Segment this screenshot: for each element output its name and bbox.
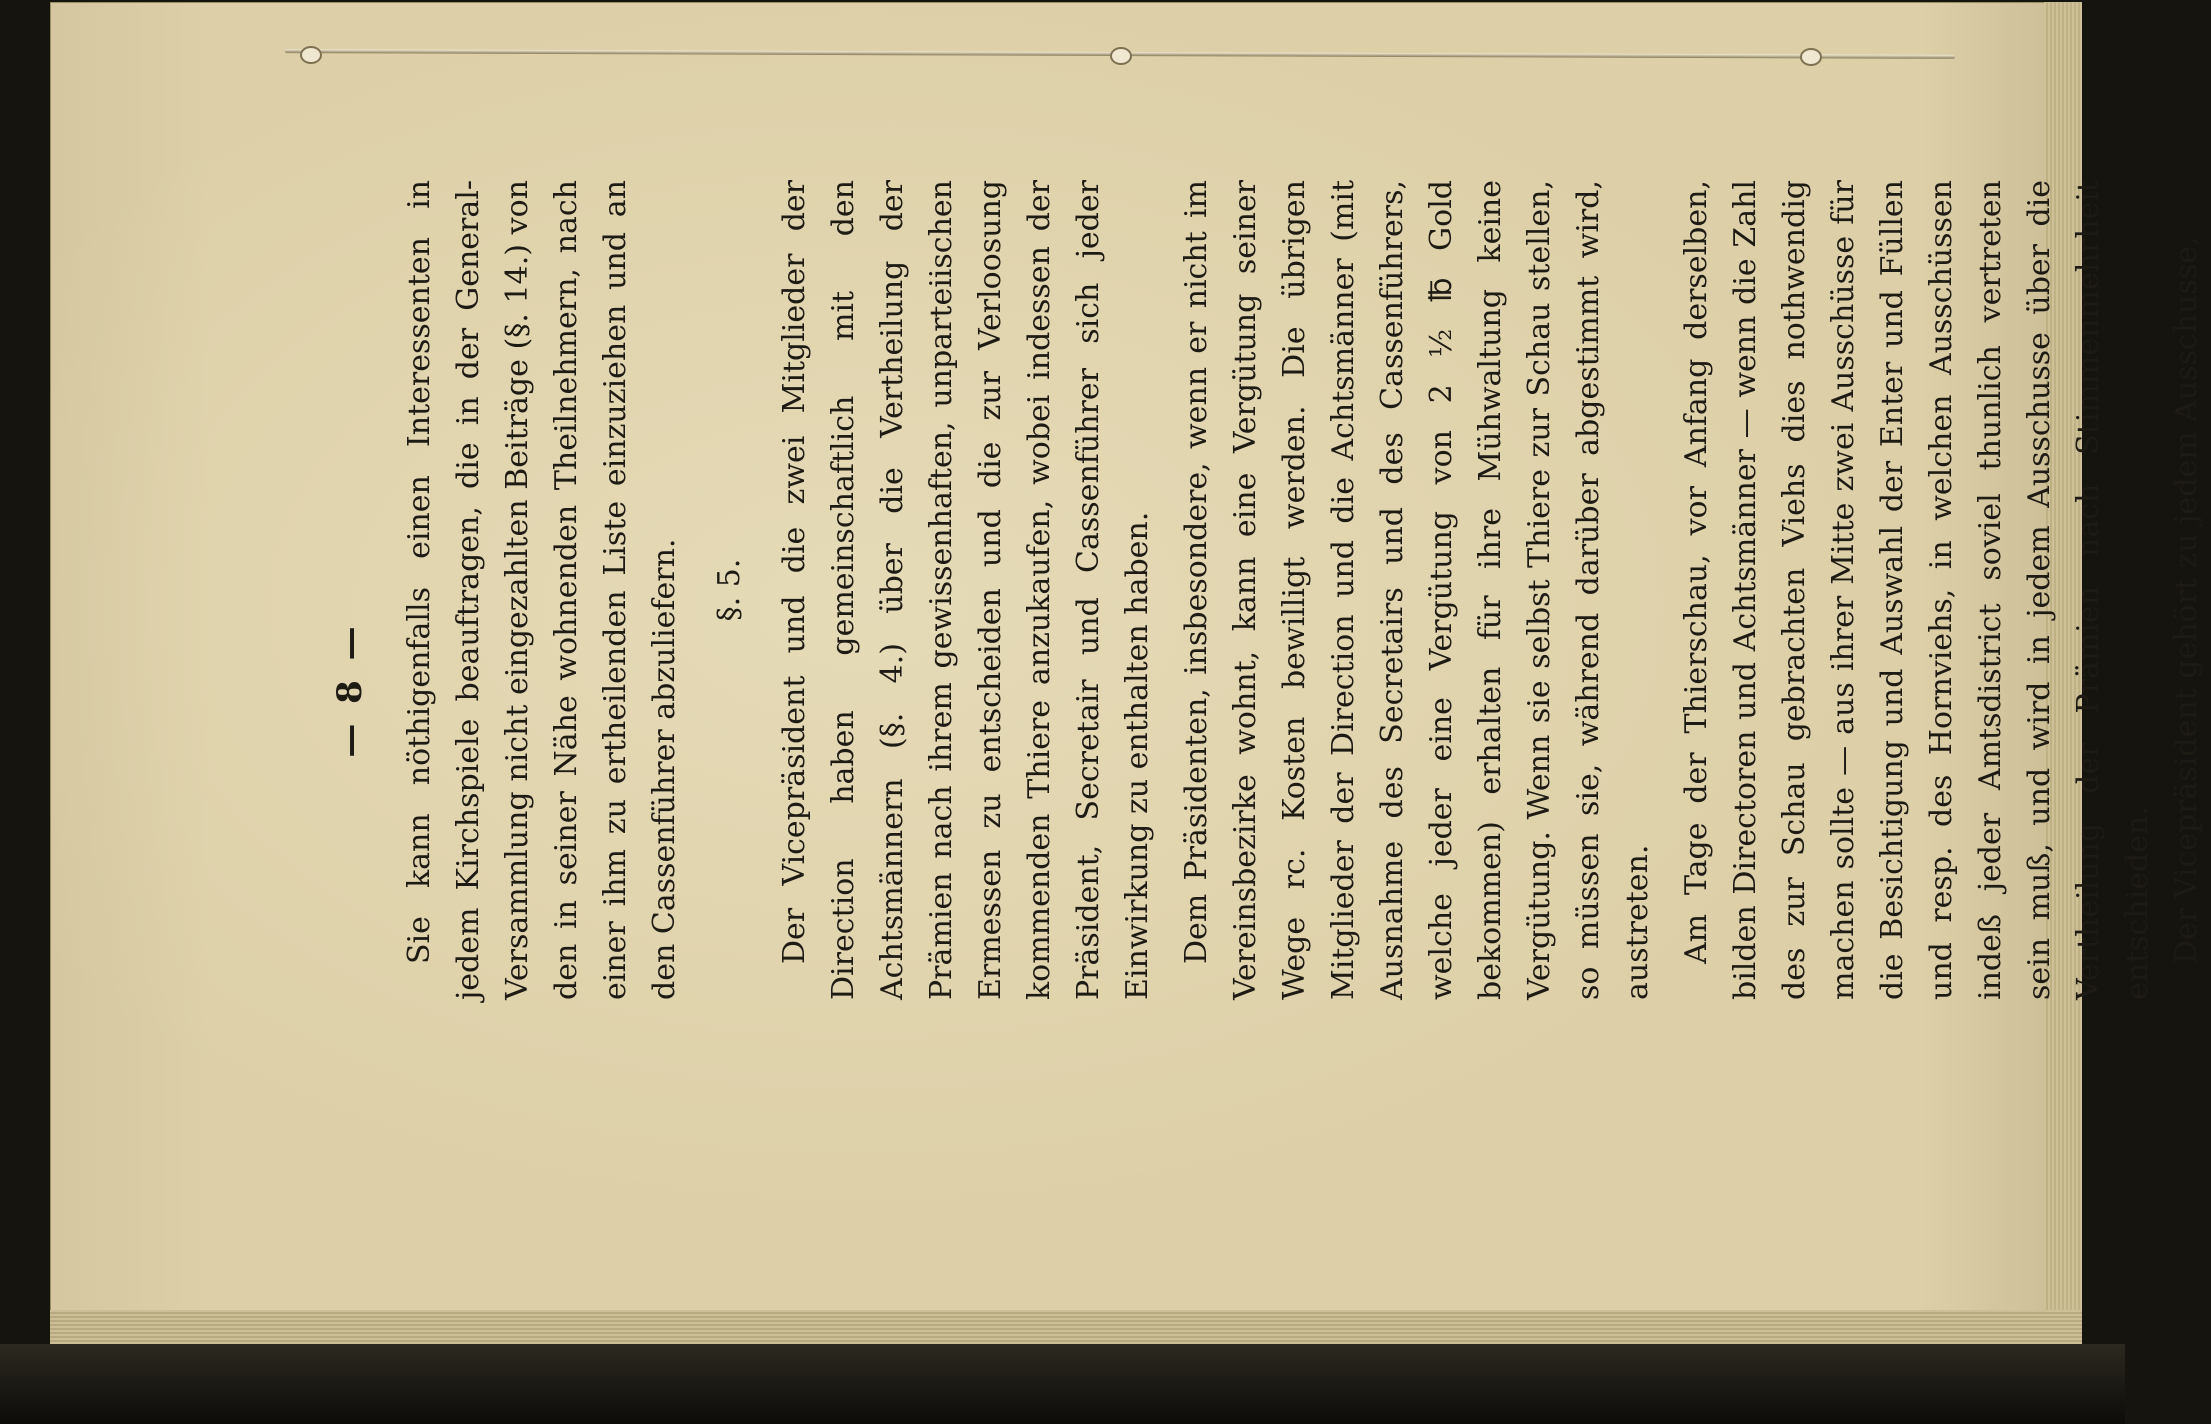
- paragraph: Am Tage der Thierschau, vor Anfang derselben, bilden Directoren und Achtsmänner — wenn die Zahl des zur Schau gebrachten Viehs dies nothwendig machen sollte — aus ihrer Mitte zwei Ausschüsse für die Besichtigung und Auswahl der Enter und Füllen und resp. des Hornviehs, in welchen Ausschüssen indeß jeder Amtsdistrict soviel thunlich vertreten sein muß, und wird in jedem Ausschusse über die Vertheilung der Prämien nach Stimmenmehrheit entschieden.: [1679, 180, 2155, 1000]
- thread-knot: [1110, 47, 1132, 65]
- paragraph: Dem Präsidenten, insbesondere, wenn er nicht im Vereinsbezirke wohnt, kann eine Vergütung seiner Wege rc. Kosten bewilligt werden. Die übrigen Mitglieder der Direction und die Achtsmänner (mit Ausnahme des Secretairs und des Cassenführers, welche jeder eine Vergütung von 2 ½ ℔ Gold bekommen) erhalten für ihre Mühwaltung keine Vergütung. Wenn sie selbst Thiere zur Schau stellen, so müssen sie, während darüber abgestimmt wird, austreten.: [1179, 180, 1655, 1000]
- rotated-page-content: [140, 110, 2204, 1270]
- text-column: [395, 180, 2211, 1000]
- book-binding: [0, 1344, 2125, 1424]
- paragraph: Der Vicepräsident gehört zu jedem Ausschusse,: [2169, 236, 2204, 964]
- page-edge-bottom: [50, 1310, 2082, 1344]
- section-heading: §. 5.: [712, 558, 747, 622]
- paragraph: Der Vicepräsident und die zwei Mitglieder der Direction haben gemeinschaftlich mit den Achtsmännern (§. 4.) über die Vertheilung der Prämien nach ihrem gewissenhaften, unparteiischen Ermessen zu entscheiden und die zur Verloosung kommenden Thiere anzukaufen, wobei indessen der Präsident, Secretair und Cassenführer sich jeder Einwirkung zu enthalten haben.: [777, 180, 1155, 1000]
- thread-knot: [300, 46, 322, 64]
- thread-knot: [1800, 48, 1822, 66]
- paragraph: Sie kann nöthigenfalls einen Interessenten in jedem Kirchspiele beauftragen, die in der General-Versammlung nicht eingezahlten Beiträge (§. 14.) von den in seiner Nähe wohnenden Theilnehmern, nach einer ihm zu ertheilenden Liste einzuziehen und an den Cassenführer abzuliefern.: [402, 180, 682, 1000]
- page-number: — 8 —: [330, 622, 370, 758]
